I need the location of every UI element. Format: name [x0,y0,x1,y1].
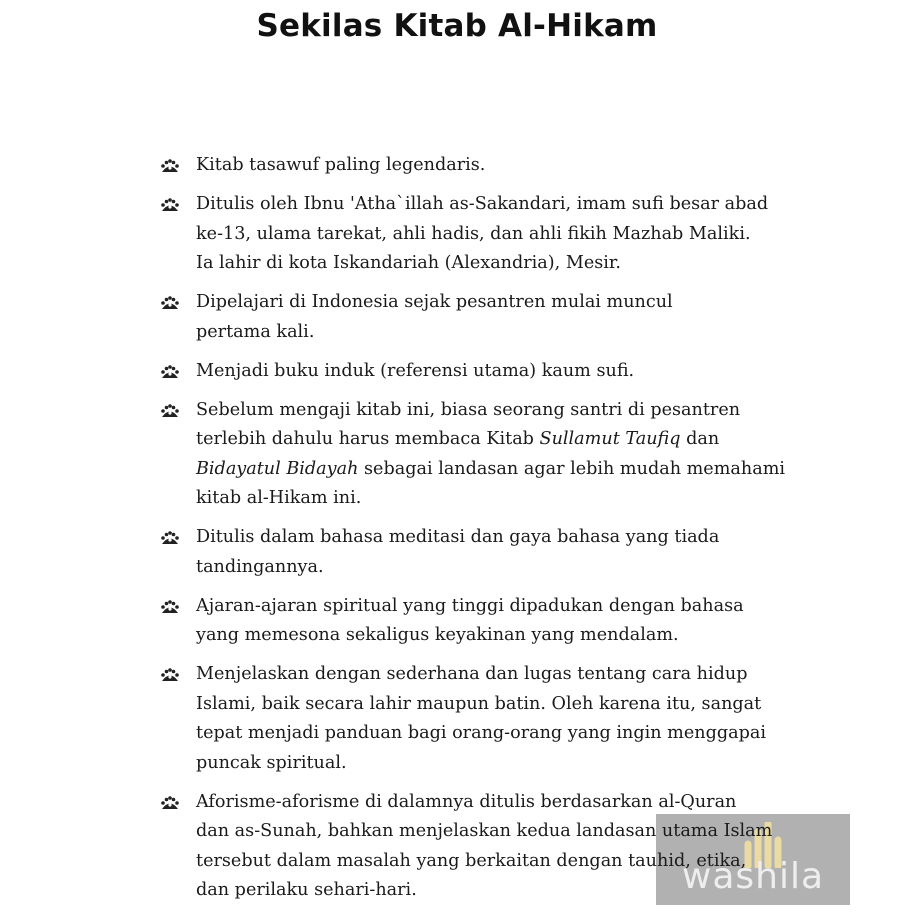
list-item-line [196,592,780,622]
list-item-line [196,817,780,847]
text-segment: Kitab tasawuf paling legendaris. [196,155,486,175]
text-segment: tersebut dalam masalah yang berkaitan dengan tauhid, etika, [196,850,747,871]
list-item-line [196,249,780,279]
text-segment: Dipelajari di Indonesia sejak pesantren mulai muncul [196,292,673,312]
ornament-bullet-icon [160,365,180,379]
list-item-line [196,847,780,877]
list-item-line [196,719,780,749]
text-segment: puncak spiritual. [196,752,347,773]
list-item-line [196,357,780,387]
list-item-line [196,788,780,818]
list-item [160,788,780,906]
text-segment: Sebelum mengaji kitab ini, biasa seorang santri di pesantren [196,399,741,420]
list-item-line [196,190,780,220]
list-item-line [196,876,780,906]
list-item [160,660,780,778]
ornament-bullet-icon [160,296,180,310]
text-segment: Islami, baik secara lahir maupun batin. Oleh karena itu, sangat [196,693,762,714]
book-title-italic: Bidayatul Bidayah [196,458,359,479]
bullet-list [160,151,786,915]
text-segment: Ditulis dalam bahasa meditasi dan gaya bahasa yang tiada [196,527,720,547]
text-segment: Ia lahir di kota Iskandariah (Alexandria), Mesir. [196,253,621,273]
text-segment: Aforisme-aforisme di dalamnya ditulis berdasarkan al-Quran [196,791,737,812]
text-segment: tandingannya. [196,556,324,577]
text-segment: dan as-Sunah, bahkan menjelaskan kedua landasan utama Islam [196,821,773,841]
ornament-bullet-icon [160,668,180,682]
list-item-line [196,425,780,455]
text-segment: sebagai landasan agar lebih mudah memahami [358,458,786,479]
list-item [160,357,780,387]
list-item-line [196,151,780,181]
text-segment: Ditulis oleh Ibnu 'Atha`illah as-Sakandari, imam sufi besar abad [196,194,769,214]
list-item [160,592,780,651]
list-item-line [196,318,780,348]
list-item-line [196,621,780,651]
text-segment: dan [680,429,720,449]
ornament-bullet-icon [160,531,180,545]
list-item-line [196,660,780,690]
text-segment: tepat menjadi panduan bagi orang-orang yang ingin menggapai [196,723,766,743]
watermark-text: washila [681,856,825,897]
text-segment: pertama kali. [196,321,315,342]
text-segment: Menjelaskan dengan sederhana dan lugas tentang cara hidup [196,664,748,684]
list-item [160,288,780,347]
book-title-italic: Sullamut Taufiq [539,429,681,449]
list-item [160,523,780,582]
list-item-line [196,749,780,779]
ornament-bullet-icon [160,600,180,614]
list-item-line [196,523,780,553]
text-segment: yang memesona sekaligus keyakinan yang mendalam. [196,625,679,645]
text-segment: terlebih dahulu harus membaca Kitab [196,429,540,449]
ornament-bullet-icon [160,159,180,173]
ornament-bullet-icon [160,404,180,418]
list-item-line [196,455,786,485]
list-item-line [196,220,780,250]
list-item-line [196,484,780,514]
text-segment: dan perilaku sehari-hari. [196,880,417,900]
list-item [160,190,780,279]
list-item [160,396,786,514]
text-segment: kitab al-Hikam ini. [196,488,362,508]
list-item-line [196,553,780,583]
text-segment: Ajaran-ajaran spiritual yang tinggi dipadukan dengan bahasa [196,595,744,616]
ornament-bullet-icon [160,796,180,810]
text-segment: Menjadi buku induk (referensi utama) kaum sufi. [196,360,635,381]
list-item-line [196,690,780,720]
text-segment: ke-13, ulama tarekat, ahli hadis, dan ahli fikih Mazhab Maliki. [196,223,751,244]
ornament-bullet-icon [160,198,180,212]
list-item-line [196,396,780,426]
page-title: Sekilas Kitab Al-Hikam [256,8,658,44]
list-item-line [196,288,780,318]
list-item [160,151,780,181]
